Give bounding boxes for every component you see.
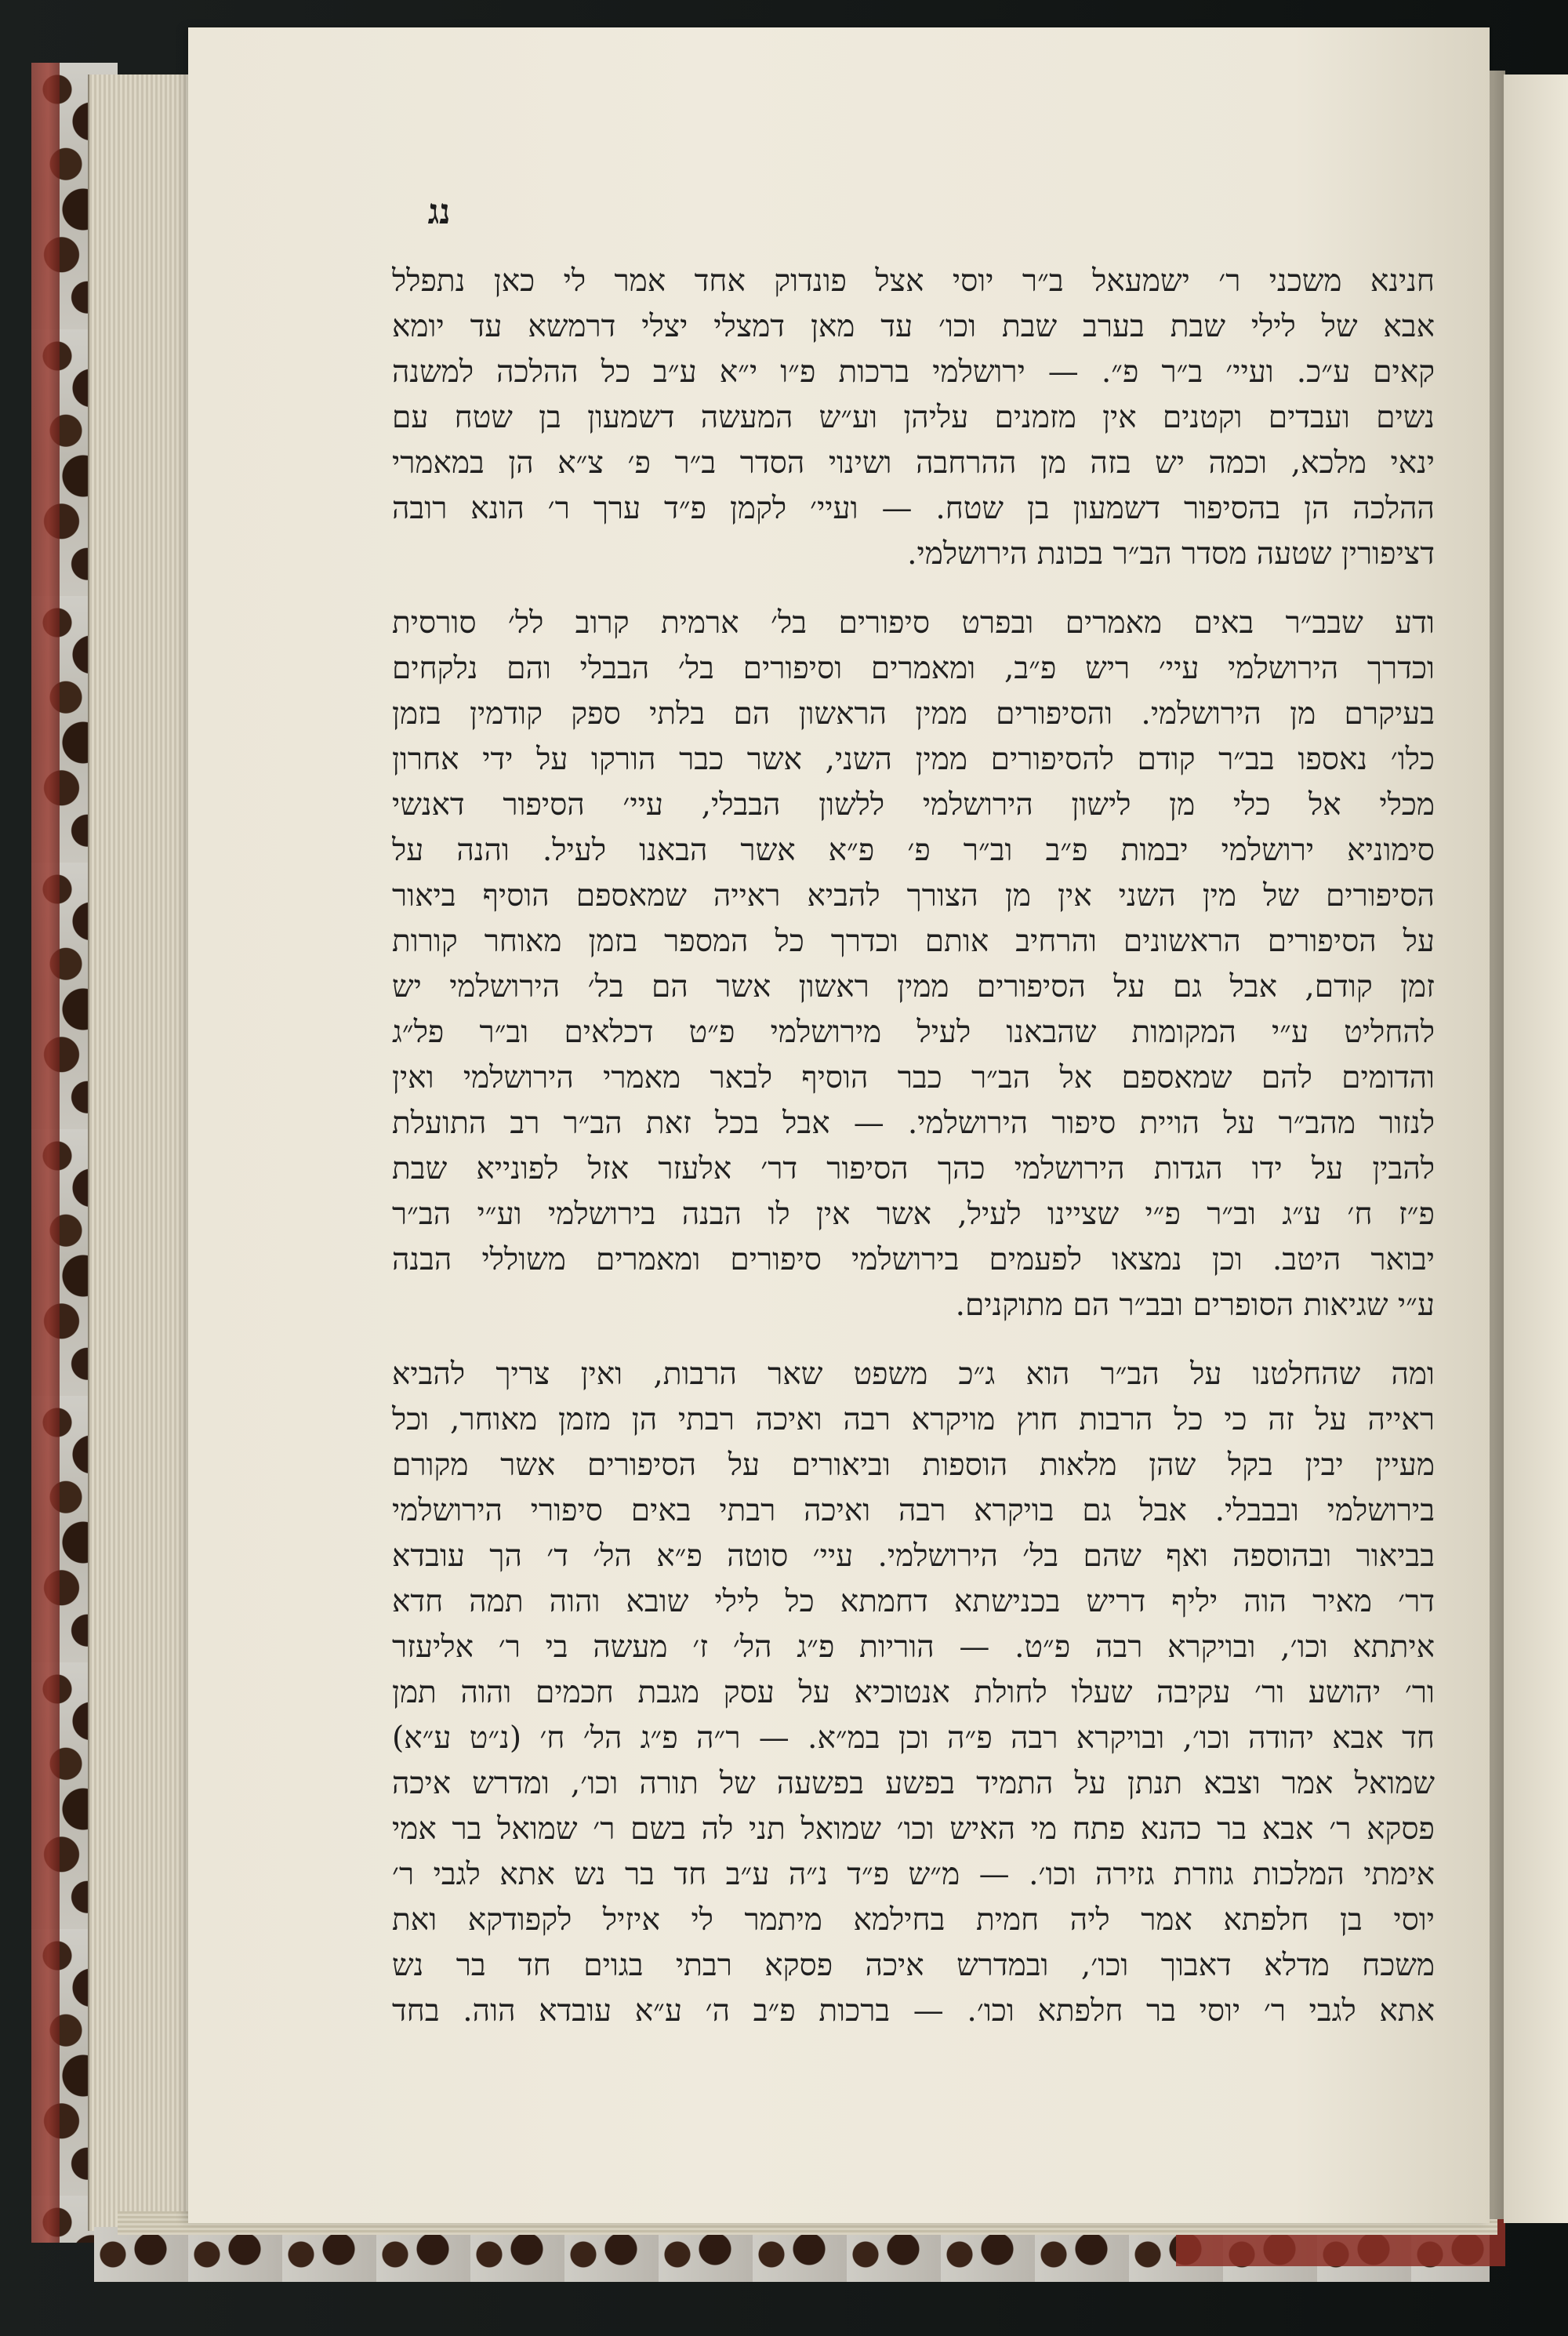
page-body-text	[392, 259, 1435, 2058]
page-stack-edge	[88, 74, 191, 2231]
text-line: להחליט ע״י המקומות שהבאנו לעיל מירושלמי פ״ט דכלאים וב״ר פל״ג	[392, 1015, 1435, 1050]
text-line: מעיין יבין בקל שהן מלאות הוספות וביאורים על הסיפורים אשר מקורם	[392, 1448, 1435, 1483]
text-line: דציפורין שטעה מסדר הב״ר בכונת הירושלמי.	[907, 536, 1435, 572]
text-line: שמואל אמר וצבא תנתן על התמיד בפשע בפשעה של תורה וכו׳, ומדרש איכה	[392, 1766, 1435, 1801]
text-line: והדומים להם שמאספם אל הב״ר כבר הוסיף לבאר מאמרי הירושלמי ואין	[392, 1060, 1435, 1095]
text-line: ההלכה הן בהסיפור דשמעון בן שטח. — ועיי׳ לקמן פ״ד ערך ר׳ הונא רובה	[392, 491, 1435, 526]
paragraph-3	[392, 1352, 1435, 2034]
text-line: קאים ע״כ. ועיי׳ ב״ר פ״. — ירושלמי ברכות פ״ו י״א ע״ב כל ההלכה למשנה	[392, 354, 1435, 390]
text-line: ראייה על זה כי כל הרבות חוץ מויקרא רבה ואיכה רבתי הן מזמן מאוחר, וכל	[392, 1402, 1435, 1437]
text-line: זמן קודם, אבל גם על הסיפורים ממין ראשון אשר הם בל׳ הירושלמי יש	[392, 969, 1435, 1005]
text-line: ע״י שגיאות הסופרים ובב״ר הם מתוקנים.	[955, 1288, 1435, 1323]
text-line: הסיפורים של מין השני אין מן הצורך להביא ראייה שמאספם הוסיף ביאור	[392, 878, 1435, 914]
text-line: ור׳ יהושע ור׳ עקיבה שעלו לחולת אנטוכיא על עסק מגבת חכמים והוה תמן	[392, 1675, 1435, 1710]
text-line: דר׳ מאיר הוה יליף דריש בכנישתא דחמתא כל לילי שובא והוה תמה חדא	[392, 1584, 1435, 1619]
paragraph-2	[392, 601, 1435, 1328]
text-line: על הסיפורים הראשונים והרחיב אותם וכדרך כל המספר בזמן מאוחר קורות	[392, 924, 1435, 959]
text-line: לנזור מהב״ר על הויית סיפור הירושלמי. — אבל בכל זאת הב״ר רב התועלת	[392, 1106, 1435, 1141]
text-line: נשים ועבדים וקטנים אין מזמנים עליהן וע״ש המעשה דשמעון בן שטח עם	[392, 400, 1435, 435]
page-number: נג	[427, 192, 451, 232]
text-line: פסקא ר׳ אבא בר כהנא פתח מי האיש וכו׳ שמואל תני לה בשם ר׳ שמואל בר אמי	[392, 1811, 1435, 1847]
text-line: כלו׳ נאספו בב״ר קודם להסיפורים ממין השני, אשר כבר הורקו על ידי אחרון	[392, 742, 1435, 777]
text-line: משכח מדלא דאבוך וכו׳, ובמדרש איכה פסקא רבתי בגוים חד בר נש	[392, 1948, 1435, 1983]
text-line: ינאי מלכא, וכמה יש בזה מן ההרחבה ושינוי הסדר ב״ר פ׳ צ״א הן במאמרי	[392, 445, 1435, 481]
facing-page-edge	[1504, 74, 1568, 2223]
text-line: בירושלמי ובבבלי. אבל גם בויקרא רבה ואיכה רבתי באים סיפורי הירושלמי	[392, 1493, 1435, 1528]
paragraph-1	[392, 259, 1435, 577]
text-line: איתתא וכו׳, ובויקרא רבה פ״ט. — הוריות פ״ג הל׳ ז׳ מעשה בי ר׳ אליעזר	[392, 1629, 1435, 1665]
text-line: בביאור ובהוספה ואף שהם בל׳ הירושלמי. עיי׳ סוטה פ״א הל׳ ד׳ הך עובדא	[392, 1539, 1435, 1574]
text-line: יבואר היטב. וכן נמצאו לפעמים בירושלמי סיפורים ומאמרים משוללי הבנה	[392, 1242, 1435, 1277]
text-line: חנינא משכני ר׳ ישמעאל ב״ר יוסי אצל פונדוק אחד אמר לי כאן נתפלל	[392, 263, 1435, 299]
text-line: וכדרך הירושלמי עיי׳ ריש פ״ב, ומאמרים וסיפורים בל׳ הבבלי והם נלקחים	[392, 651, 1435, 686]
cover-binding-edge	[31, 63, 60, 2243]
text-line: אימתי המלכות גוזרת גזירה וכו׳. — מ״ש פ״ד נ״ה ע״ב חד בר נש אתא לגבי ר׳	[392, 1857, 1435, 1892]
text-line: להבין על ידו הגדות הירושלמי כהך הסיפור דר׳ אלעזר אזל לפונייא שבת	[392, 1151, 1435, 1186]
text-line: סימוניא ירושלמי יבמות פ״ב וב״ר פ׳ פ״א אשר הבאנו לעיל. והנה על	[392, 833, 1435, 868]
text-line: יוסי בן חלפתא אמר ליה חמית בחילמא מיתמר לי איזיל לקפודקא ואת	[392, 1902, 1435, 1938]
text-line: חד אבא יהודה וכו׳, ובויקרא רבה פ״ה וכן במ״א. — ר״ה פ״ג הל׳ ח׳ (נ״ט ע״א)	[392, 1720, 1435, 1756]
text-line: מכלי אל כלי מן לישון הירושלמי ללשון הבבלי, עיי׳ הסיפור דאנשי	[392, 787, 1435, 823]
text-line: אבא של לילי שבת בערב שבת וכו׳ עד מאן דמצלי יצלי דרמשא עד יומא	[392, 309, 1435, 344]
text-line: ודע שבב״ר באים מאמרים ובפרט סיפורים בל׳ ארמית קרוב לל׳ סורסית	[392, 605, 1435, 641]
text-line: אתא לגבי ר׳ יוסי בר חלפתא וכו׳. — ברכות פ״ב ה׳ ע״א עובדא הוה. בחד	[392, 1993, 1435, 2029]
text-line: בעיקרם מן הירושלמי. והסיפורים ממין הראשון הם בלתי ספק קודמין בזמן	[392, 696, 1435, 732]
text-line: ומה שהחלטנו על הב״ר הוא ג״כ משפט שאר הרבות, ואין צריך להביא	[392, 1357, 1435, 1392]
text-line: פ״ז ח׳ ע״ג וב״ר פ״י שציינו לעיל, אשר אין לו הבנה בירושלמי וע״י הב״ר	[392, 1197, 1435, 1232]
